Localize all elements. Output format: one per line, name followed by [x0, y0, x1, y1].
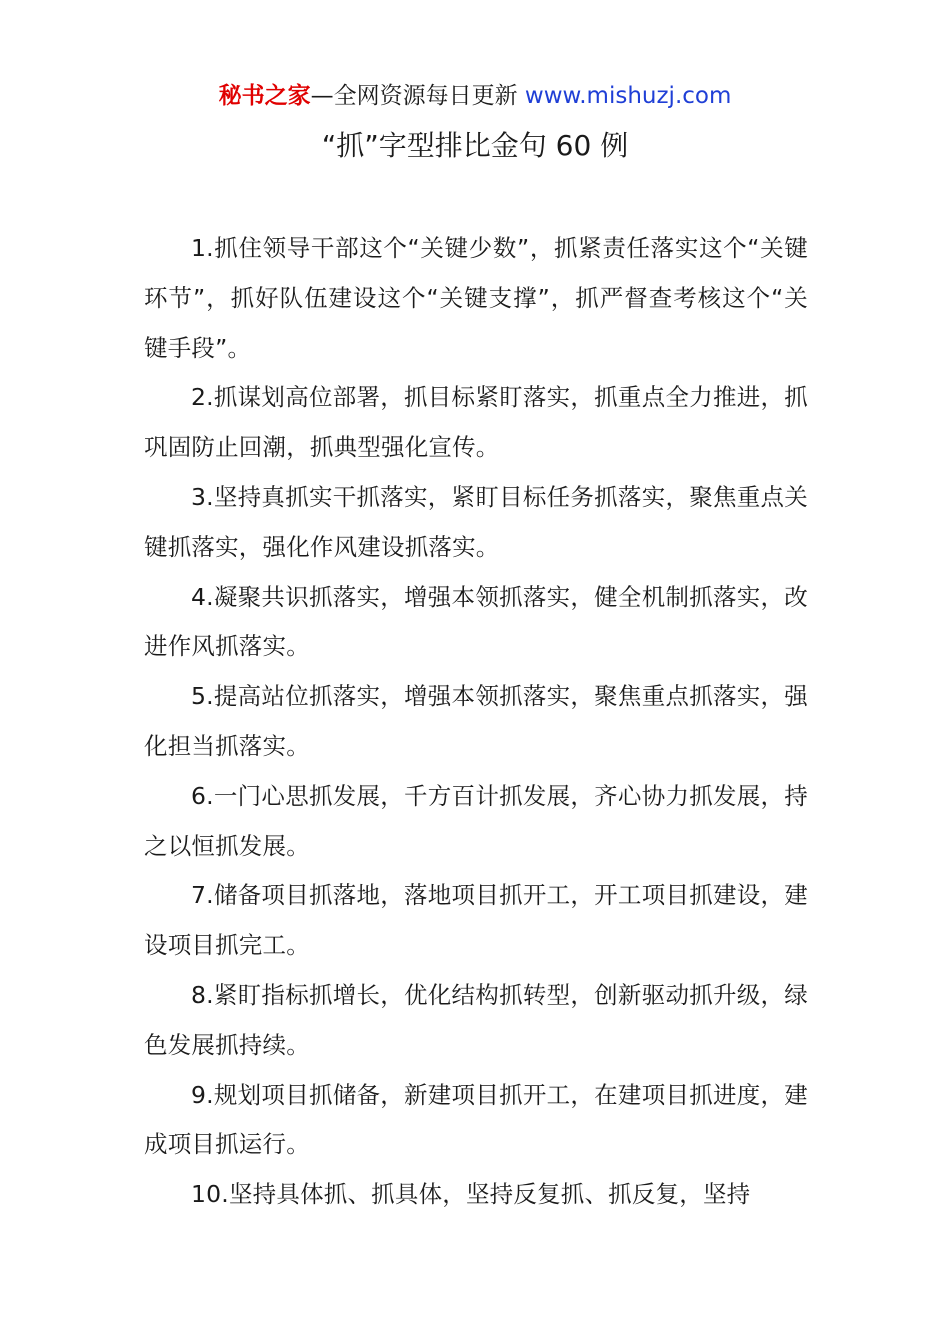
document-title: “抓”字型排比金句 60 例 [321, 129, 629, 162]
paragraph: 4.凝聚共识抓落实，增强本领抓落实，健全机制抓落实，改进作风抓落实。 [144, 582, 808, 661]
paragraph: 9.规划项目抓储备，新建项目抓开工，在建项目抓进度，建成项目抓运行。 [144, 1080, 808, 1159]
brand-name: 秘书之家 [218, 83, 311, 109]
paragraph: 10.坚持具体抓、抓具体，坚持反复抓、抓反复，坚持 [191, 1180, 751, 1209]
paragraph: 3.坚持真抓实干抓落实，紧盯目标任务抓落实，聚焦重点关键抓落实，强化作风建设抓落实。 [144, 482, 808, 561]
paragraph: 8.紧盯指标抓增长，优化结构抓转型，创新驱动抓升级，绿色发展抓持续。 [144, 980, 808, 1059]
paragraph: 5.提高站位抓落实，增强本领抓落实，聚焦重点抓落实，强化担当抓落实。 [144, 682, 808, 760]
document-body [144, 224, 808, 1220]
paragraph: 2.抓谋划高位部署，抓目标紧盯落实，抓重点全力推进，抓巩固防止回潮，抓典型强化宣传。 [144, 383, 808, 462]
site-header [0, 80, 950, 112]
paragraph: 1.抓住领导干部这个“关键少数”，抓紧责任落实这个“关键环节”，抓好队伍建设这个“关键支撑”，抓严督查考核这个“关键手段”。 [144, 234, 808, 362]
paragraph: 7.储备项目抓落地，落地项目抓开工，开工项目抓建设，建设项目抓完工。 [144, 881, 808, 960]
site-url-link[interactable]: www.mishuzj.com [524, 83, 732, 109]
paragraph: 6.一门心思抓发展，千方百计抓发展，齐心协力抓发展，持之以恒抓发展。 [144, 781, 808, 860]
header-tagline: —全网资源每日更新 [310, 83, 525, 109]
